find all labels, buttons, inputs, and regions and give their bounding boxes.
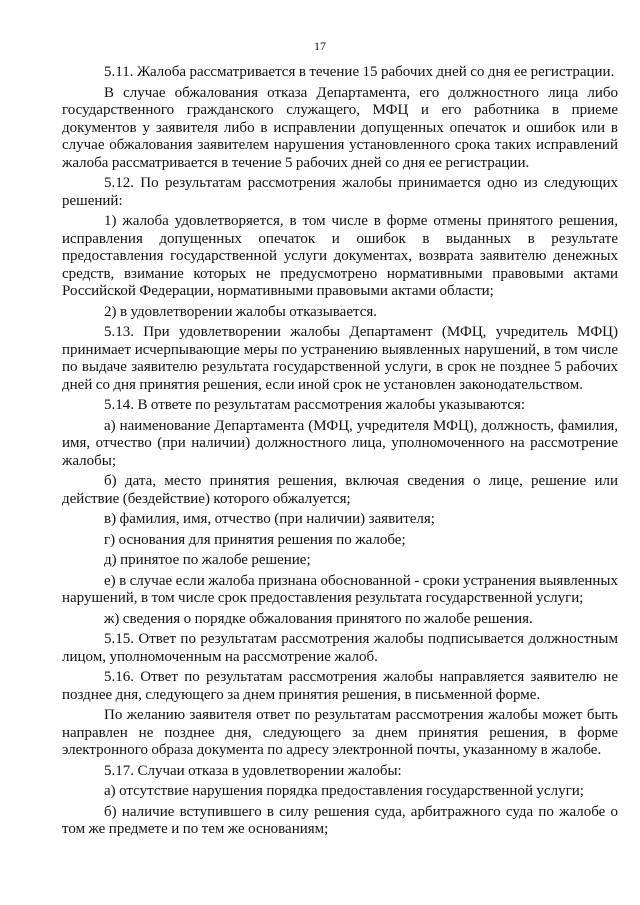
list-item-5-14-zh: ж) сведения о порядке обжалования принятого по жалобе решения.: [104, 610, 533, 627]
list-item-5-14-v: в) фамилия, имя, отчество (при наличии) заявителя;: [104, 511, 435, 527]
list-item-5-14-g: г) основания для принятия решения по жалобе;: [104, 531, 406, 548]
paragraph-5-17: 5.17. Случаи отказа в удовлетворении жалобы:: [104, 762, 402, 779]
paragraph-5-15: 5.15. Ответ по результатам рассмотрения жалобы подписывается должностным лицом, уполномоченным на рассмотрение жалоб.: [62, 631, 618, 665]
paragraph-5-12: 5.12. По результатам рассмотрения жалобы принимается одно из следующих решений:: [62, 175, 618, 209]
paragraph-5-14: 5.14. В ответе по результатам рассмотрения жалобы указываются:: [104, 397, 526, 413]
paragraph-5-11: 5.11. Жалоба рассматривается в течение 15 рабочих дней со дня ее регистрации.: [104, 64, 615, 80]
paragraph-5-16: 5.16. Ответ по результатам рассмотрения жалобы направляется заявителю не позднее дня, следующего за днем принятия решения, в письменной форме.: [62, 669, 618, 703]
list-item-5-14-a: а) наименование Департамента (МФЦ, учредителя МФЦ), должность, фамилия, имя, отчество (при наличии) должностного лица, уполномоченного на рассмотрение жалобы;: [62, 417, 618, 469]
list-item-5-12-2: 2) в удовлетворении жалобы отказывается.: [104, 303, 378, 320]
page-number: 17: [314, 39, 326, 53]
list-item-5-14-d: д) принятое по жалобе решение;: [104, 552, 311, 568]
list-item-5-14-e: е) в случае если жалоба признана обоснованной - сроки устранения выявленных нарушений, в том числе срок предоставления результата государственной услуги;: [62, 572, 618, 606]
list-item-5-17-b: б) наличие вступившего в силу решения суда, арбитражного суда по жалобе о том же предмете и по тем же основаниям;: [62, 803, 618, 837]
paragraph-5-13: 5.13. При удовлетворении жалобы Департамент (МФЦ, учредитель МФЦ) принимает исчерпывающие меры по устранению выявленных нарушений, в том числе по выдаче заявителю результата государственной услуги, в срок не позднее 5 рабочих дней со дня принятия решения, если иной срок не установлен законодательством.: [62, 324, 618, 393]
document-body: [62, 64, 618, 842]
list-item-5-14-b: б) дата, место принятия решения, включая сведения о лице, решение или действие (бездействие) которого обжалуется;: [62, 473, 618, 507]
list-item-5-17-a: а) отсутствие нарушения порядка предоставления государственной услуги;: [104, 783, 584, 799]
list-item-5-12-1: 1) жалоба удовлетворяется, в том числе в форме отмены принятого решения, исправления допущенных опечаток и ошибок в выданных в результате предоставления государственной услуги документах, возврата заявителю денежных средств, взимание которых не предусмотрено нормативными правовыми актами Российской Федерации, нормативными правовыми актами области;: [62, 213, 618, 299]
paragraph-5-16-email: По желанию заявителя ответ по результатам рассмотрения жалобы может быть направлен не позднее дня, следующего за днем принятия решения, в форме электронного образа документа по адресу электронной почты, указанному в жалобе.: [62, 707, 618, 758]
paragraph-5-11-appeal-refusal: В случае обжалования отказа Департамента, его должностного лица либо государственного гражданского служащего, МФЦ и его работника в приеме документов у заявителя либо в исправлении допущенных опечаток и ошибок или в случае обжалования заявителем нарушения установленного срока таких исправлений жалоба рассматривается в течение 5 рабочих дней со дня ее регистрации.: [62, 84, 618, 171]
